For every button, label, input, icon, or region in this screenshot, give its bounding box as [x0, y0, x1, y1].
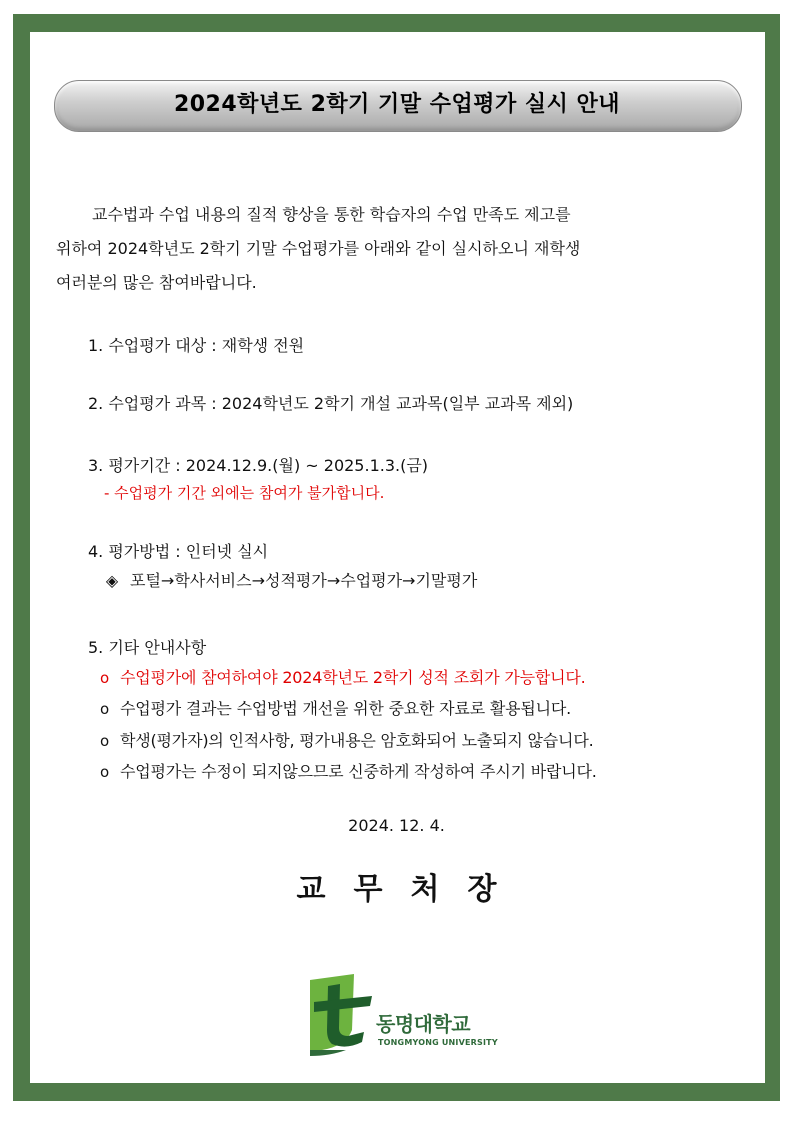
- notice-text-3: 학생(평가자)의 인적사항, 평가내용은 암호화되어 노출되지 않습니다.: [120, 731, 594, 750]
- intro-line-2: 위하여 2024학년도 2학기 기말 수업평가를 아래와 같이 실시하오니 재학생: [56, 239, 581, 258]
- university-name-ko: 동명대학교: [376, 1012, 471, 1036]
- intro-line-3: 여러분의 많은 참여바랍니다.: [56, 273, 257, 292]
- notice-bullet-1: [100, 666, 586, 690]
- intro-paragraph: [56, 198, 746, 300]
- intro-line-1: 교수법과 수업 내용의 질적 향상을 통한 학습자의 수업 만족도 제고를: [92, 205, 571, 224]
- notice-text-2: 수업평가 결과는 수업방법 개선을 위한 중요한 자료로 활용됩니다.: [120, 699, 572, 718]
- university-name-en: TONGMYONG UNIVERSITY: [378, 1038, 498, 1047]
- circle-bullet-icon: o: [100, 700, 109, 718]
- notice-bullet-4: [100, 760, 597, 784]
- circle-bullet-icon: o: [100, 732, 109, 750]
- item-target: 1. 수업평가 대상 : 재학생 전원: [88, 336, 305, 355]
- method-path-text: 포털→학사서비스→성적평가→수업평가→기말평가: [130, 571, 478, 590]
- item-period: 3. 평가기간 : 2024.12.9.(월) ~ 2025.1.3.(금): [88, 456, 429, 475]
- university-emblem-icon: [306, 972, 376, 1056]
- university-logo: [306, 972, 516, 1058]
- page-title: 2024학년도 2학기 기말 수업평가 실시 안내: [173, 92, 621, 117]
- circle-bullet-icon: o: [100, 763, 109, 781]
- item-other: 5. 기타 안내사항: [88, 638, 207, 657]
- diamond-icon: ◈: [105, 571, 119, 590]
- notice-text-1: 수업평가에 참여하여야 2024학년도 2학기 성적 조회가 가능합니다.: [120, 668, 586, 687]
- item-method: 4. 평가방법 : 인터넷 실시: [88, 542, 269, 561]
- notice-bullet-3: [100, 729, 593, 753]
- circle-bullet-icon: o: [100, 669, 109, 687]
- signer-title: 교무처장: [296, 872, 525, 907]
- notice-text-4: 수업평가는 수정이 되지않으므로 신중하게 작성하여 주시기 바랍니다.: [120, 762, 597, 781]
- issue-date: 2024. 12. 4.: [348, 816, 445, 835]
- method-path: [100, 569, 477, 593]
- item-courses: 2. 수업평가 과목 : 2024학년도 2학기 개설 교과목(일부 교과목 제외): [88, 394, 574, 413]
- period-note: - 수업평가 기간 외에는 참여가 불가합니다.: [104, 484, 385, 502]
- notice-bullet-2: [100, 697, 571, 721]
